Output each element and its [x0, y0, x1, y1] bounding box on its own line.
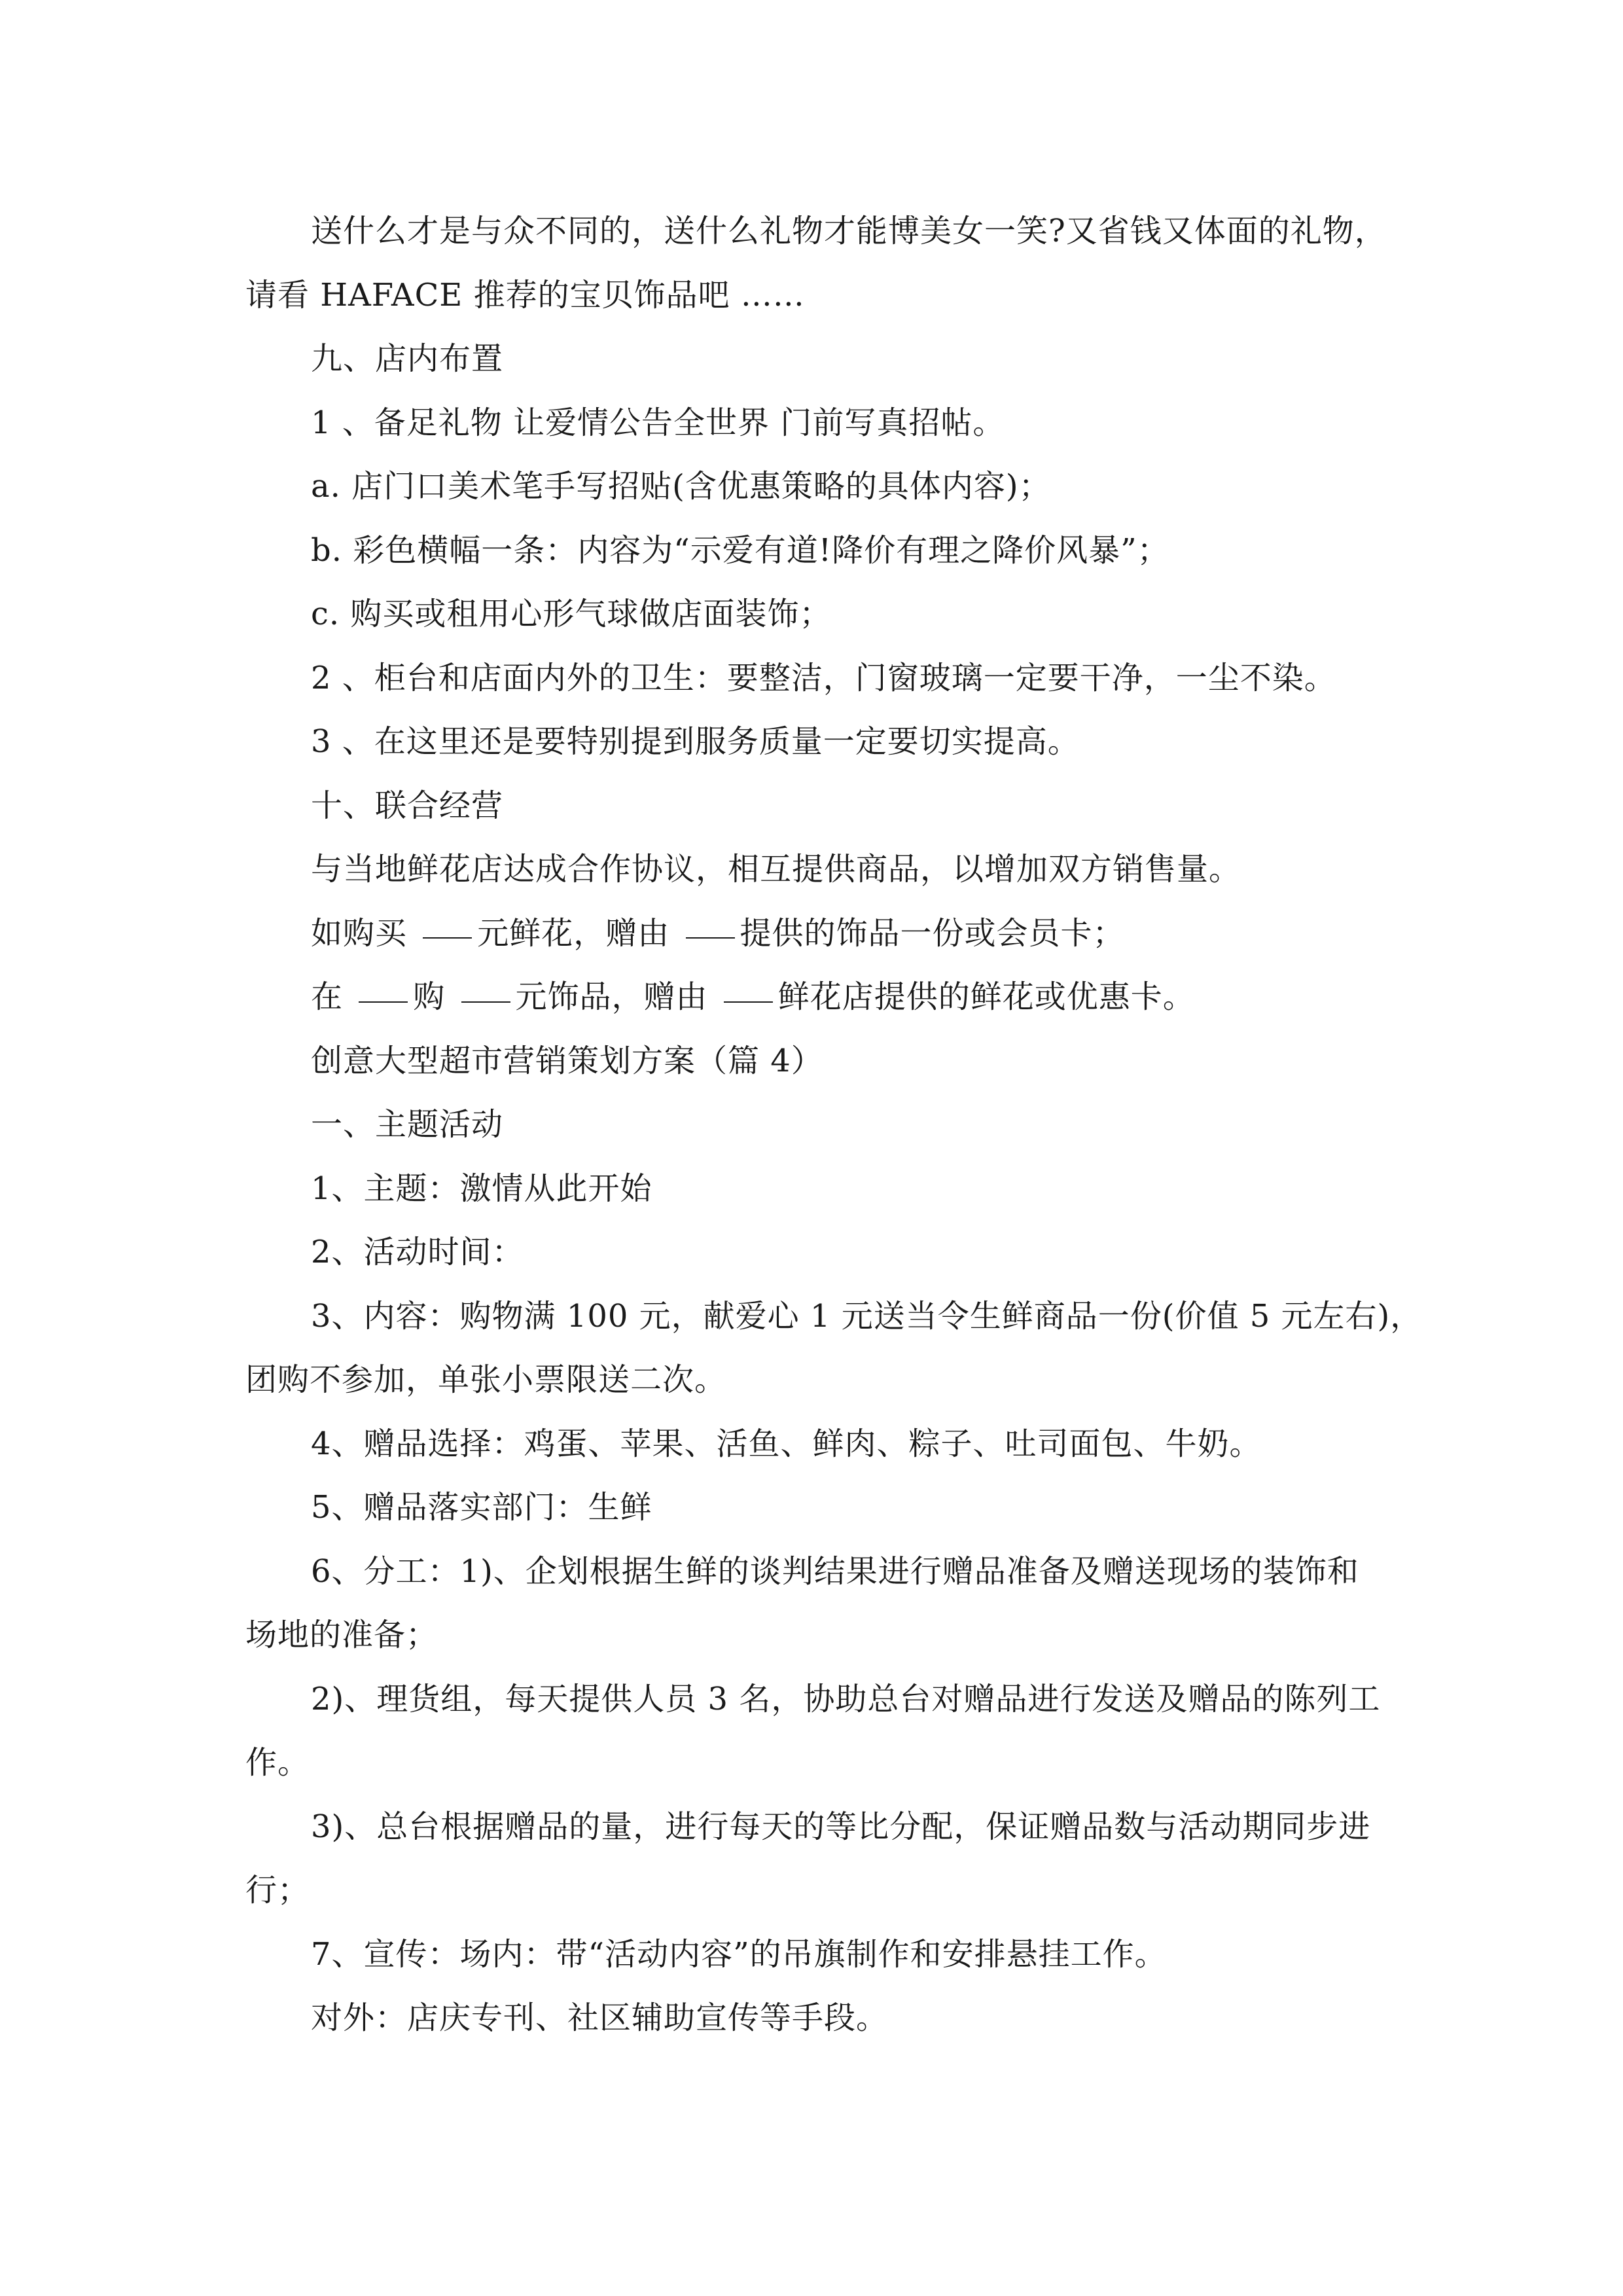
list-item: 7、宣传：场内：带“活动内容”的吊旗制作和安排悬挂工作。 [311, 1935, 1167, 1973]
text-segment: 在 [311, 978, 354, 1015]
list-item: 3)、总台根据赠品的量，进行每天的等比分配，保证赠品数与活动期同步进 [311, 1808, 1371, 1845]
list-item: 2)、理货组，每天提供人员 3 名，协助总台对赠品进行发送及赠品的陈列工 [311, 1680, 1381, 1717]
paragraph-line: 请看 HAFACE 推荐的宝贝饰品吧 …… [245, 276, 805, 314]
text-segment: 鲜花店提供的鲜花或优惠卡。 [777, 978, 1195, 1015]
section-heading: 十、联合经营 [311, 787, 504, 824]
list-item: 4、赠品选择：鸡蛋、苹果、活鱼、鲜肉、粽子、吐司面包、牛奶。 [311, 1425, 1262, 1462]
paragraph-line-with-blanks [245, 902, 1404, 966]
list-item: 3、内容：购物满 100 元，献爱心 1 元送当令生鲜商品一份(价值 5 元左右)， [311, 1297, 1423, 1335]
fill-in-blank [724, 1001, 773, 1003]
section-heading: 九、店内布置 [311, 340, 504, 377]
text-segment: 如购买 [311, 914, 418, 952]
list-item: c. 购买或租用心形气球做店面装饰； [311, 596, 832, 632]
fill-in-blank [686, 937, 735, 939]
paragraph-line: 送什么才是与众不同的，送什么礼物才能博美女一笑?又省钱又体面的礼物， [311, 213, 1387, 249]
paragraph-line: 场地的准备； [245, 1617, 438, 1653]
document-body [245, 200, 1423, 2051]
list-item: 2、活动时间： [311, 1234, 524, 1270]
list-item: 6、分工：1)、企划根据生鲜的谈判结果进行赠品准备及赠送现场的装饰和 [311, 1552, 1359, 1590]
list-item: 1 、备足礼物 让爱情公告全世界 门前写真招帖。 [311, 404, 1005, 441]
paragraph-line: 团购不参加，单张小票限送二次。 [245, 1361, 727, 1398]
fill-in-blank [359, 1001, 408, 1003]
paragraph-line: 作。 [245, 1744, 310, 1781]
paragraph-line: 对外：店庆专刊、社区辅助宣传等手段。 [311, 2000, 889, 2036]
paragraph-line: 行； [245, 1872, 310, 1909]
paragraph-line: 与当地鲜花店达成合作协议，相互提供商品，以增加双方销售量。 [311, 851, 1241, 888]
section-heading: 一、主题活动 [311, 1106, 504, 1143]
list-item: 2 、柜台和店面内外的卫生：要整洁，门窗玻璃一定要干净，一尘不染。 [311, 659, 1336, 696]
text-segment: 元鲜花，赠由 [477, 914, 681, 952]
text-segment: 元饰品，赠由 [515, 978, 719, 1015]
list-item: 3 、在这里还是要特别提到服务质量一定要切实提高。 [311, 723, 1080, 760]
text-segment: 提供的饰品一份或会员卡； [740, 914, 1125, 952]
fill-in-blank [461, 1001, 510, 1003]
list-item: a. 店门口美术笔手写招贴(含优惠策略的具体内容)； [311, 468, 1051, 505]
list-item: 5、赠品落实部门：生鲜 [311, 1489, 652, 1526]
text-segment: 购 [413, 978, 456, 1015]
list-item: 1、主题：激情从此开始 [311, 1170, 652, 1207]
document-title: 创意大型超市营销策划方案（篇 4） [311, 1042, 823, 1079]
list-item: b. 彩色横幅一条：内容为“示爱有道!降价有理之降价风暴”； [311, 531, 1169, 569]
paragraph-line-with-blanks [245, 965, 1404, 1030]
fill-in-blank [423, 937, 472, 939]
